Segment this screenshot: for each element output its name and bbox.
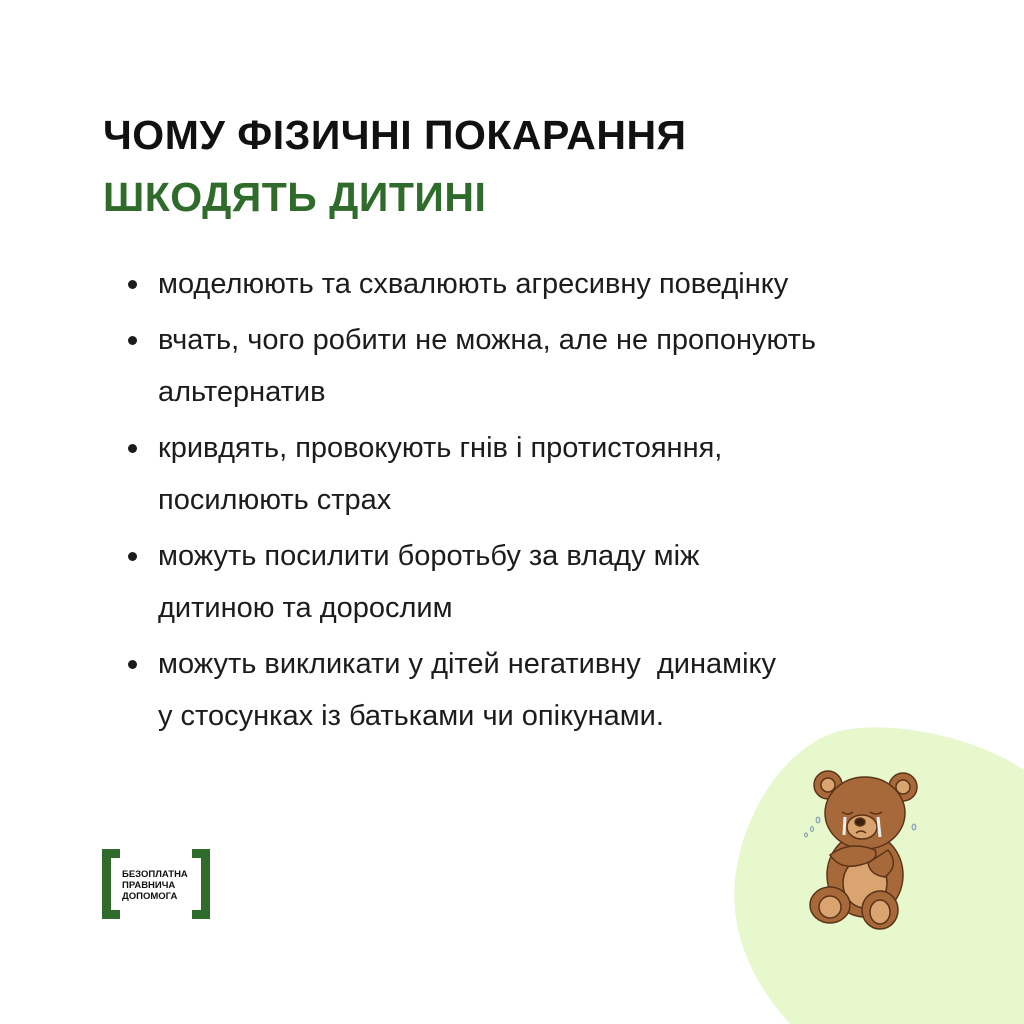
logo-bracket-right <box>201 849 210 919</box>
list-item-text: вчать, чого робити не можна, але не пропонують <box>158 324 817 356</box>
bullet-icon <box>128 552 137 561</box>
list-item-text: альтернатив <box>158 376 326 408</box>
list-item <box>126 638 986 742</box>
bullet-icon <box>128 660 137 669</box>
logo-text-line: ДОПОМОГА <box>122 891 178 902</box>
list-item <box>126 314 986 418</box>
bullet-icon <box>128 280 137 289</box>
list-item-text: у стосунках із батьками чи опікунами. <box>158 700 664 732</box>
list-item-text: моделюють та схвалюють агресивну поведінку <box>158 268 789 300</box>
list-item <box>126 530 986 634</box>
list-item-text: кривдять, провокують гнів і протистояння, <box>158 432 723 464</box>
logo-free-legal-aid <box>102 849 210 919</box>
page-title <box>103 104 687 228</box>
crying-teddy-bear-icon <box>800 765 930 930</box>
list-item <box>126 258 986 310</box>
list-item <box>126 422 986 526</box>
title-line-2: ШКОДЯТЬ ДИТИНІ <box>103 174 487 220</box>
logo-text-line: ПРАВНИЧА <box>122 880 176 891</box>
list-item-text: можуть посилити боротьбу за владу між <box>158 540 700 572</box>
logo-bracket-left <box>102 849 111 919</box>
bullet-list <box>126 258 986 746</box>
bullet-icon <box>128 444 137 453</box>
logo-text-line: БЕЗОПЛАТНА <box>122 869 188 880</box>
logo-text <box>122 869 188 902</box>
list-item-text: можуть викликати у дітей негативну динаміку <box>158 648 777 680</box>
list-item-text: дитиною та дорослим <box>158 592 453 624</box>
bullet-icon <box>128 336 137 345</box>
title-line-1: ЧОМУ ФІЗИЧНІ ПОКАРАННЯ <box>103 112 687 158</box>
list-item-text: посилюють страх <box>158 484 392 516</box>
